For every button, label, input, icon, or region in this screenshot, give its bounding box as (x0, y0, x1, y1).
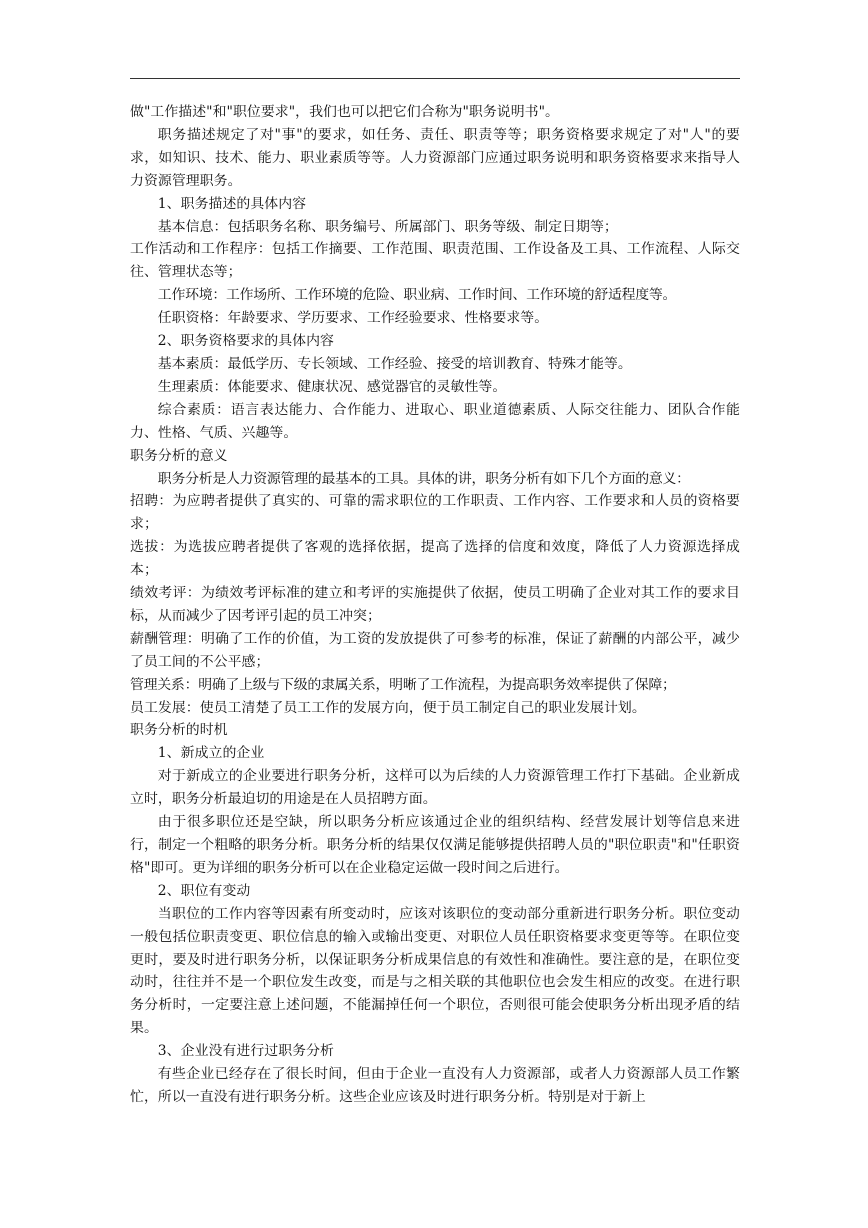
paragraph: 职务分析是人力资源管理的最基本的工具。具体的讲，职务分析有如下几个方面的意义： (157, 470, 690, 487)
paragraph: 工作活动和工作程序：包括工作摘要、工作范围、职责范围、工作设备及工具、工作流程、人际交往、管理状态等； (130, 241, 740, 281)
paragraph: 任职资格：年龄要求、学历要求、工作经验要求、性格要求等。 (157, 310, 549, 327)
section-heading: 1、新成立的企业 (157, 745, 265, 762)
paragraph: 工作环境：工作场所、工作环境的危险、职业病、工作时间、工作环境的舒适程度等。 (157, 287, 677, 304)
paragraph: 管理关系：明确了上级与下级的隶属关系，明晰了工作流程，为提高职务效率提供了保障； (130, 676, 676, 693)
section-heading: 职务分析的意义 (130, 447, 228, 464)
paragraph: 职务描述规定了对"事"的要求，如任务、责任、职责等等；职务资格要求规定了对"人"的要求，如知识、技术、能力、职业素质等等。人力资源部门应通过职务说明和职务资格要求来指导人力资源管理职务。 (130, 126, 740, 189)
paragraph: 绩效考评：为绩效考评标准的建立和考评的实施提供了依据，使员工明确了企业对其工作的要求目标，从而减少了因考评引起的员工冲突； (130, 585, 740, 624)
paragraph: 综合素质：语言表达能力、合作能力、进取心、职业道德素质、人际交往能力、团队合作能力、性格、气质、兴趣等。 (130, 401, 740, 441)
paragraph: 做"工作描述"和"职位要求"，我们也可以把它们合称为"职务说明书"。 (130, 104, 559, 120)
paragraph: 基本信息：包括职务名称、职务编号、所属部门、职务等级、制定日期等； (157, 218, 618, 235)
section-heading: 1、职务描述的具体内容 (157, 195, 307, 212)
paragraph: 招聘：为应聘者提供了真实的、可靠的需求职位的工作职责、工作内容、工作要求和人员的资格要求； (130, 493, 740, 533)
paragraph: 选拔：为选拔应聘者提供了客观的选择依据，提高了选择的信度和效度，降低了人力资源选择成本； (130, 539, 740, 579)
section-heading: 2、职位有变动 (157, 882, 251, 899)
section-heading: 职务分析的时机 (130, 722, 228, 739)
paragraph: 当职位的工作内容等因素有所变动时，应该对该职位的变动部分重新进行职务分析。职位变动一般包括位职责变更、职位信息的输入或输出变更、对职位人员任职资格要求变更等等。在职位变更时，要及时进行职务分析，以保证职务分析成果信息的有效性和准确性。要注意的是，在职位变动时，往往并不是一个职位发生改变，而是与之相关联的其他职位也会发生相应的改变。在进行职务分析时，一定要注意上述问题，不能漏掉任何一个职位，否则很可能会使职务分析出现矛盾的结果。 (130, 905, 740, 1037)
paragraph: 生理素质：体能要求、健康状况、感觉器官的灵敏性等。 (157, 378, 507, 395)
paragraph: 员工发展：使员工清楚了员工工作的发展方向，便于员工制定自己的职业发展计划。 (130, 699, 646, 716)
header-rule (130, 78, 740, 79)
section-heading: 2、职务资格要求的具体内容 (157, 333, 334, 350)
paragraph: 基本素质：最低学历、专长领域、工作经验、接受的培训教育、特殊才能等。 (157, 355, 632, 372)
section-heading: 3、企业没有进行过职务分析 (157, 1043, 334, 1060)
paragraph: 有些企业已经存在了很长时间，但由于企业一直没有人力资源部，或者人力资源部人员工作繁忙，所以一直没有进行职务分析。这些企业应该及时进行职务分析。特别是对于新上 (130, 1066, 740, 1105)
paragraph: 薪酬管理：明确了工作的价值，为工资的发放提供了可参考的标准，保证了薪酬的内部公平，减少了员工间的不公平感； (130, 630, 740, 670)
paragraph: 由于很多职位还是空缺，所以职务分析应该通过企业的组织结构、经营发展计划等信息来进行，制定一个粗略的职务分析。职务分析的结果仅仅满足能够提供招聘人员的"职位职责"和"任职资格"即可。更为详细的职务分析可以在企业稳定运做一段时间之后进行。 (130, 814, 740, 876)
paragraph: 对于新成立的企业要进行职务分析，这样可以为后续的人力资源管理工作打下基础。企业新成立时，职务分析最迫切的用途是在人员招聘方面。 (130, 768, 740, 808)
document-body (130, 101, 740, 1109)
